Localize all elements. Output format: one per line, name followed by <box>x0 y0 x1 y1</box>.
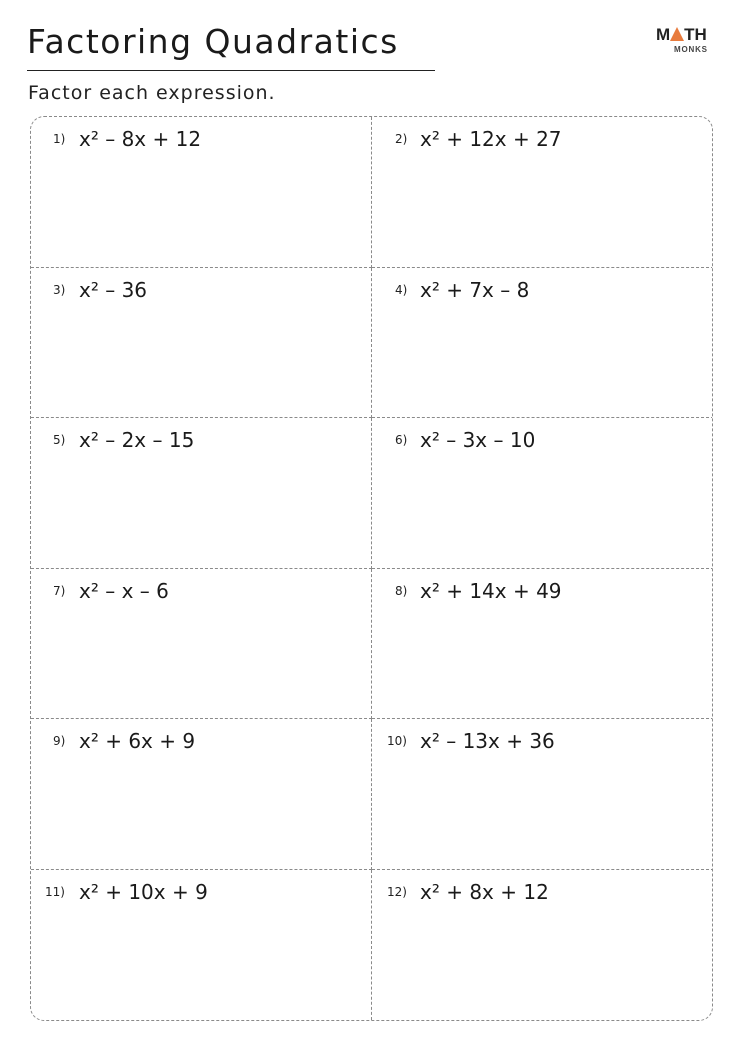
problem-number: 12) <box>387 884 407 899</box>
problem-expression: x² – 2x – 15 <box>79 428 195 452</box>
problem-expression: x² – 36 <box>79 277 148 302</box>
math-monks-logo <box>656 26 716 58</box>
problem-cell-10 <box>372 719 713 870</box>
problem-expression: x² – 8x + 12 <box>79 127 202 151</box>
instructions: Factor each expression. <box>28 82 276 104</box>
problem-expression: x² + 14x + 49 <box>420 578 562 603</box>
logo-wordmark <box>656 26 707 44</box>
problem-expression: x² + 10x + 9 <box>79 879 208 904</box>
problem-number: 6) <box>395 433 408 447</box>
problem-number: 11) <box>45 884 65 899</box>
problem-cell-1 <box>31 117 372 268</box>
problem-expression: x² + 8x + 12 <box>420 879 549 904</box>
title-underline <box>27 70 435 71</box>
problem-expression: x² – 3x – 10 <box>420 428 536 452</box>
problem-cell-3 <box>31 268 372 419</box>
problem-expression: x² – 13x + 36 <box>420 729 555 753</box>
problem-number: 4) <box>395 282 408 297</box>
problem-grid <box>30 116 713 1021</box>
triangle-icon <box>670 27 684 41</box>
problem-cell-7 <box>31 569 372 720</box>
worksheet-title: Factoring Quadratics <box>27 22 399 61</box>
logo-subtitle: MONKS <box>674 45 708 54</box>
problem-cell-11 <box>31 870 372 1021</box>
problem-expression: x² + 7x – 8 <box>420 277 530 302</box>
problem-cell-4 <box>372 268 713 419</box>
problem-expression: x² + 12x + 27 <box>420 127 562 151</box>
problem-cell-2 <box>372 117 713 268</box>
logo-letters-th: TH <box>684 25 707 44</box>
problem-cell-9 <box>31 719 372 870</box>
problem-number: 5) <box>53 433 66 447</box>
problem-number: 7) <box>53 583 66 598</box>
logo-letter-m: M <box>656 25 671 44</box>
problem-number: 2) <box>395 132 408 146</box>
problem-cell-8 <box>372 569 713 720</box>
problem-cell-12 <box>372 870 713 1021</box>
problem-number: 10) <box>387 734 407 748</box>
problem-cell-6 <box>372 418 713 569</box>
problem-number: 1) <box>53 132 66 146</box>
problem-number: 9) <box>53 734 66 748</box>
problem-expression: x² – x – 6 <box>79 578 169 603</box>
problem-cell-5 <box>31 418 372 569</box>
problem-number: 8) <box>395 583 408 598</box>
problem-number: 3) <box>53 282 66 297</box>
problem-expression: x² + 6x + 9 <box>79 729 196 753</box>
